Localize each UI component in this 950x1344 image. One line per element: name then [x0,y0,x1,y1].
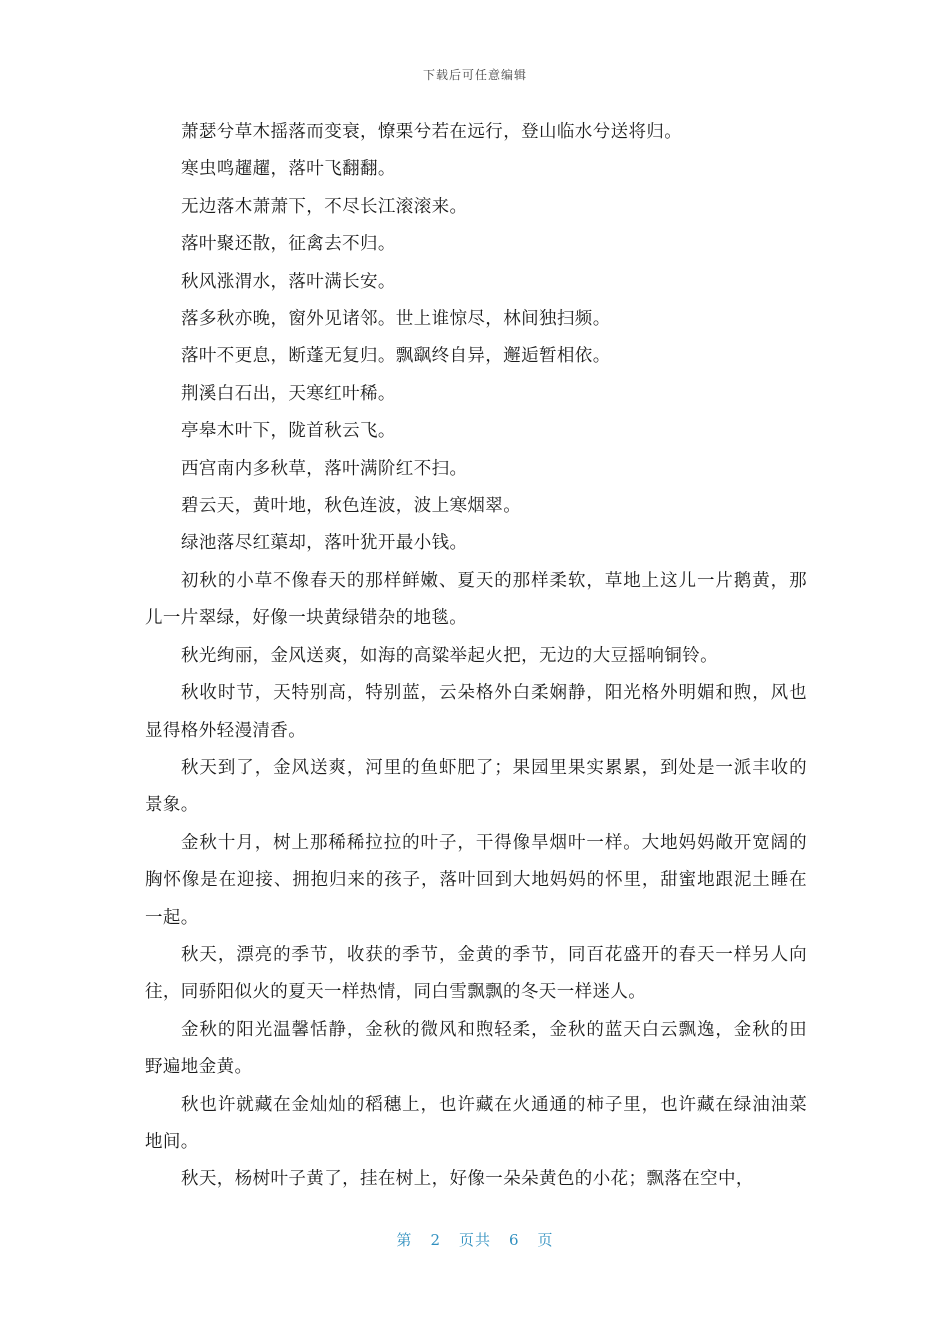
paragraph: 初秋的小草不像春天的那样鲜嫩、夏天的那样柔软，草地上这儿一片鹅黄，那儿一片翠绿，好像一块黄绿错杂的地毯。 [145,570,807,629]
page-header: 下载后可任意编辑 [422,68,527,82]
paragraph: 落叶不更息，断蓬无复归。飘飖终自异，邂逅暂相依。 [181,346,611,367]
paragraph: 荆溪白石出，天寒红叶稀。 [181,383,396,404]
page-number: 2 [430,1231,441,1249]
paragraph: 落叶聚还散，征禽去不归。 [181,234,396,255]
paragraph: 秋天，杨树叶子黄了，挂在树上，好像一朵朵黄色的小花；飘落在空中， [181,1169,754,1190]
paragraph: 秋光绚丽，金风送爽，如海的高粱举起火把，无边的大豆摇响铜铃。 [181,645,718,666]
paragraph: 秋也许就藏在金灿灿的稻穗上，也许藏在火通通的柿子里，也许藏在绿油油菜地间。 [145,1094,807,1152]
paragraph: 萧瑟兮草木摇落而变衰，憭栗兮若在远行，登山临水兮送将归。 [181,122,683,142]
footer-suffix: 页 [537,1231,554,1249]
paragraph: 碧云天，黄叶地，秋色连波，波上寒烟翠。 [181,496,522,517]
paragraph: 金秋十月，树上那稀稀拉拉的叶子，干得像旱烟叶一样。大地妈妈敞开宽阔的胸怀像是在迎接、拥抱归来的孩子，落叶回到大地妈妈的怀里，甜蜜地跟泥土睡在一起。 [145,832,807,928]
paragraph: 落多秋亦晚，窗外见诸邻。世上谁惊尽，林间独扫频。 [181,309,611,330]
footer-middle: 页共 [458,1231,491,1249]
paragraph: 寒虫鸣趯趯，落叶飞翻翻。 [181,159,396,180]
footer-prefix: 第 [396,1231,413,1249]
paragraph: 亭皋木叶下，陇首秋云飞。 [181,421,396,442]
paragraph: 金秋的阳光温馨恬静，金秋的微风和煦轻柔，金秋的蓝天白云飘逸，金秋的田野遍地金黄。 [145,1019,807,1078]
paragraph: 无边落木萧萧下，不尽长江滚滚来。 [181,196,468,217]
document-body [145,114,807,1199]
paragraph: 秋天，漂亮的季节，收获的季节，金黄的季节，同百花盛开的春天一样另人向往，同骄阳似火的夏天一样热情，同白雪飘飘的冬天一样迷人。 [145,944,807,1003]
paragraph: 秋收时节，天特别高，特别蓝，云朵格外白柔娴静，阳光格外明媚和煦，风也显得格外轻漫清香。 [145,683,807,741]
paragraph: 秋风涨渭水，落叶满长安。 [181,271,396,292]
page-footer [0,1229,950,1250]
paragraph: 西宫南内多秋草，落叶满阶红不扫。 [181,458,468,479]
paragraph: 秋天到了，金风送爽，河里的鱼虾肥了；果园里果实累累，到处是一派丰收的景象。 [145,757,807,816]
paragraph: 绿池落尽红蕖却，落叶犹开最小钱。 [181,533,468,554]
total-pages: 6 [509,1231,520,1249]
